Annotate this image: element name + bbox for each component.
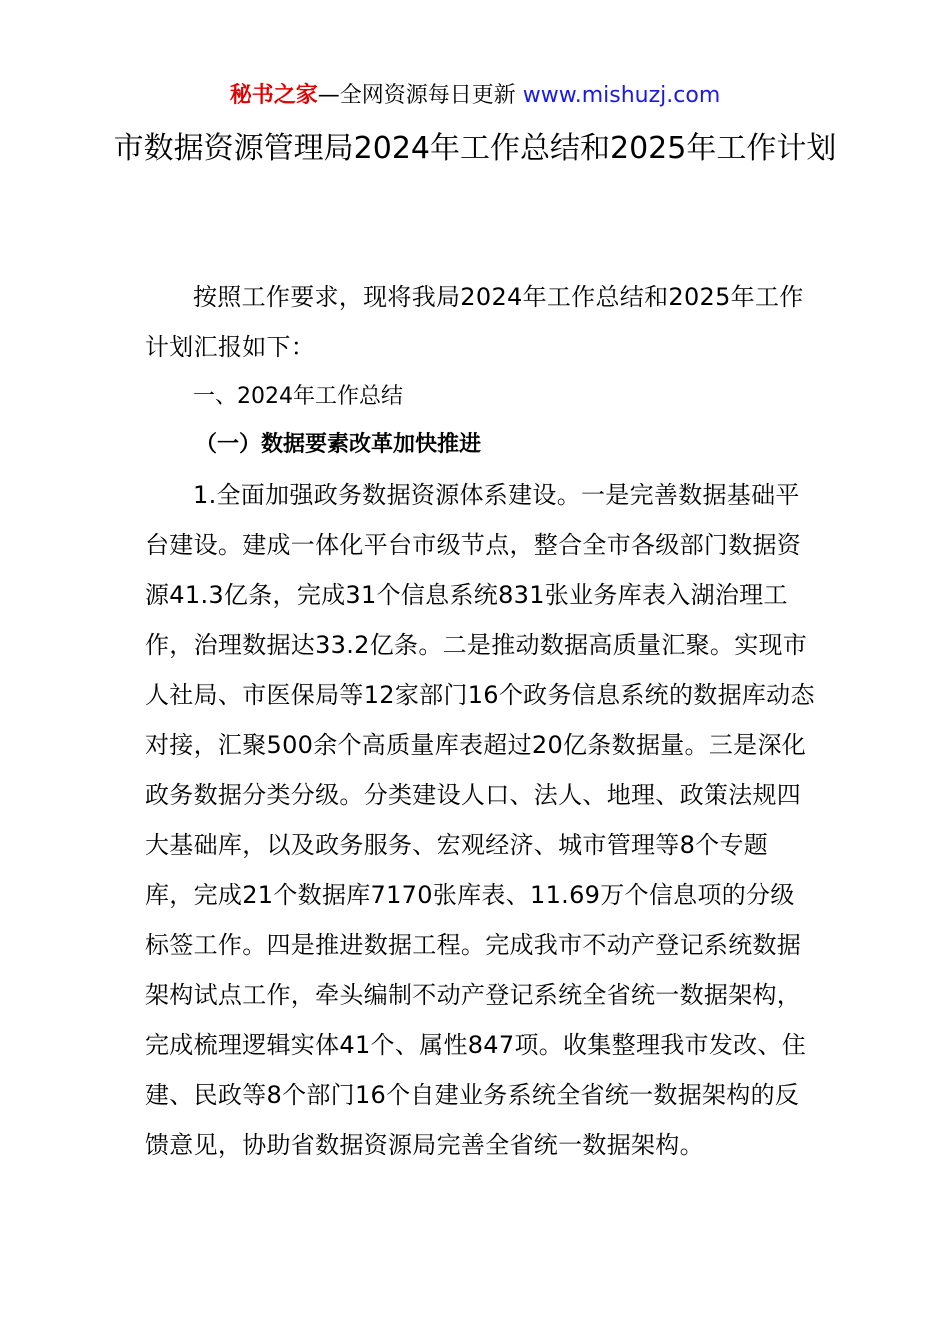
site-url[interactable]: www.mishuzj.com <box>522 83 721 108</box>
site-tagline: —全网资源每日更新 <box>317 83 523 108</box>
section-heading: 一、2024年工作总结 <box>193 384 403 409</box>
body-paragraph: 1.全面加强政务数据资源体系建设。一是完善数据基础平台建设。建成一体化平台市级节点，整合全市各级部门数据资源41.3亿条，完成31个信息系统831张业务库表入湖治理工作，治理数据达33.2亿条。二是推动数据高质量汇聚。实现市人社局、市医保局等12家部门16个政务信息系统的数据库动态对接，汇聚500余个高质量库表超过20亿条数据量。三是深化政务数据分类分级。分类建设人口、法人、地理、政策法规四大基础库，以及政务服务、宏观经济、城市管理等8个专题库，完成21个数据库7170张库表、11.69万个信息项的分级标签工作。四是推进数据工程。完成我市不动产登记系统数据架构试点工作，牵头编制不动产登记系统全省统一数据架构，完成梳理逻辑实体41个、属性847项。收集整理我市发改、住建、民政等8个部门16个自建业务系统全省统一数据架构的反馈意见，协助省数据资源局完善全省统一数据架构。 <box>145 481 815 1159</box>
site-header <box>0 80 950 112</box>
sub-heading: （一）数据要素改革加快推进 <box>195 432 482 457</box>
brand-name: 秘书之家 <box>229 83 318 108</box>
document-title: 市数据资源管理局2024年工作总结和2025年工作计划 <box>113 131 837 166</box>
intro-paragraph: 按照工作要求，现将我局2024年工作总结和2025年工作计划汇报如下： <box>145 283 804 361</box>
